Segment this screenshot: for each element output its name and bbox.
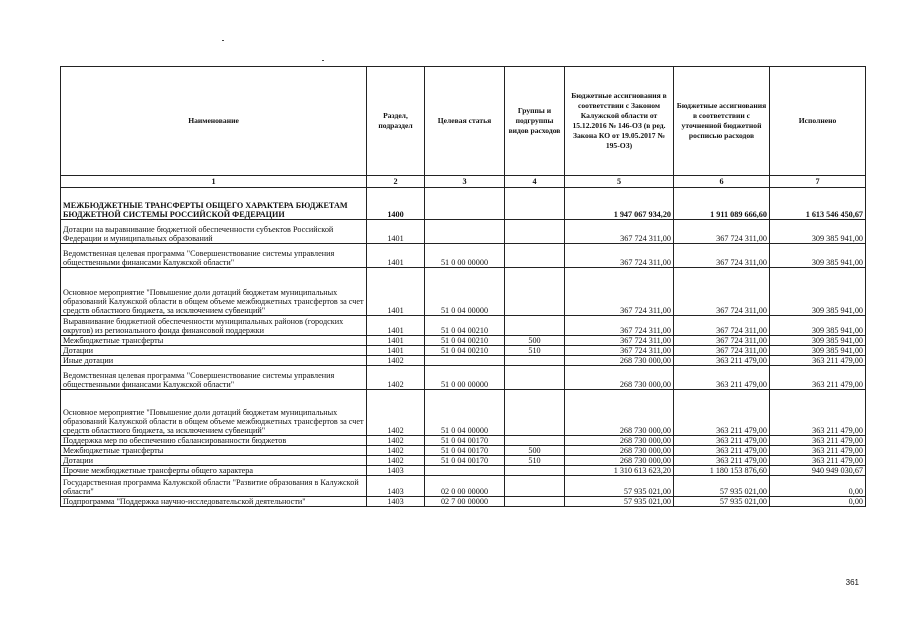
row-budget: 367 724 311,00 [565, 316, 674, 336]
header-expense-group: Группы и подгруппы видов расходов [505, 67, 565, 176]
row-target: 51 0 04 00210 [425, 346, 505, 356]
row-refined: 1 911 089 666,60 [674, 188, 770, 220]
row-group [505, 390, 565, 436]
row-section: 1402 [367, 436, 425, 446]
row-name: Дотации [61, 456, 367, 466]
table-row [61, 356, 866, 366]
column-number: 2 [367, 176, 425, 188]
row-refined: 363 211 479,00 [674, 356, 770, 366]
row-refined: 57 935 021,00 [674, 476, 770, 497]
row-target: 51 0 00 00000 [425, 244, 505, 268]
document-page [60, 66, 865, 507]
row-target [425, 466, 505, 476]
row-executed: 363 211 479,00 [770, 436, 866, 446]
row-executed: 363 211 479,00 [770, 446, 866, 456]
row-target: 51 0 04 00170 [425, 436, 505, 446]
column-number: 6 [674, 176, 770, 188]
row-executed: 309 385 941,00 [770, 316, 866, 336]
row-name: Межбюджетные трансферты [61, 446, 367, 456]
row-budget: 268 730 000,00 [565, 446, 674, 456]
row-target: 51 0 04 00000 [425, 268, 505, 316]
row-group [505, 466, 565, 476]
row-target [425, 356, 505, 366]
row-group: 510 [505, 346, 565, 356]
row-name: Основное мероприятие "Повышение доли дотаций бюджетам муниципальных образований Калужской области в общем объеме межбюджетных трансфертов за счет средств областного бюджета, за исключением субвенций" [61, 268, 367, 316]
row-section: 1401 [367, 220, 425, 244]
header-budget-law: Бюджетные ассигнования в соответствии с Законом Калужской области от 15.12.2016 № 146-ОЗ (в ред. Закона КО от 19.05.2017 № 195-ОЗ) [565, 67, 674, 176]
row-target: 51 0 04 00210 [425, 316, 505, 336]
row-group [505, 220, 565, 244]
row-name: Межбюджетные трансферты [61, 336, 367, 346]
row-section: 1401 [367, 316, 425, 336]
header-executed: Исполнено [770, 67, 866, 176]
row-target: 51 0 04 00170 [425, 446, 505, 456]
row-section: 1401 [367, 336, 425, 346]
column-number: 3 [425, 176, 505, 188]
row-target: 02 7 00 00000 [425, 497, 505, 507]
row-group [505, 188, 565, 220]
row-refined: 363 211 479,00 [674, 366, 770, 390]
table-row [61, 466, 866, 476]
row-section: 1401 [367, 244, 425, 268]
row-group [505, 497, 565, 507]
table-row [61, 476, 866, 497]
row-section: 1403 [367, 497, 425, 507]
row-target: 51 0 04 00000 [425, 390, 505, 436]
row-section: 1402 [367, 366, 425, 390]
row-name: Дотации на выравнивание бюджетной обеспеченности субъектов Российской Федерации и муниципальных образований [61, 220, 367, 244]
row-budget: 57 935 021,00 [565, 497, 674, 507]
header-budget-refined: Бюджетные ассигнования в соответствии с уточненной бюджетной росписью расходов [674, 67, 770, 176]
row-group: 510 [505, 456, 565, 466]
row-budget: 268 730 000,00 [565, 356, 674, 366]
row-budget: 1 947 067 934,20 [565, 188, 674, 220]
row-section: 1403 [367, 466, 425, 476]
row-refined: 363 211 479,00 [674, 436, 770, 446]
row-executed: 0,00 [770, 476, 866, 497]
row-executed: 363 211 479,00 [770, 456, 866, 466]
row-name: Государственная программа Калужской области "Развитие образования в Калужской области" [61, 476, 367, 497]
row-name: Ведомственная целевая программа "Совершенствование системы управления общественными финансами Калужской области" [61, 366, 367, 390]
row-refined: 1 180 153 876,60 [674, 466, 770, 476]
row-group [505, 436, 565, 446]
column-number: 5 [565, 176, 674, 188]
row-section: 1402 [367, 356, 425, 366]
row-name: Основное мероприятие "Повышение доли дотаций бюджетам муниципальных образований Калужской области в общем объеме межбюджетных трансфертов за счет средств областного бюджета, за исключением субвенций" [61, 390, 367, 436]
row-target [425, 220, 505, 244]
row-refined: 363 211 479,00 [674, 390, 770, 436]
row-name: Поддержка мер по обеспечению сбалансированности бюджетов [61, 436, 367, 446]
row-group: 500 [505, 336, 565, 346]
table-row [61, 446, 866, 456]
row-refined: 367 724 311,00 [674, 316, 770, 336]
row-executed: 309 385 941,00 [770, 336, 866, 346]
row-refined: 367 724 311,00 [674, 220, 770, 244]
row-name: Дотации [61, 346, 367, 356]
row-target: 51 0 04 00210 [425, 336, 505, 346]
row-budget: 367 724 311,00 [565, 268, 674, 316]
column-number: 4 [505, 176, 565, 188]
header-name: Наименование [61, 67, 367, 176]
table-row [61, 268, 866, 316]
table-row [61, 390, 866, 436]
row-name: Прочие межбюджетные трансферты общего характера [61, 466, 367, 476]
row-group [505, 268, 565, 316]
column-number: 7 [770, 176, 866, 188]
budget-table [60, 66, 866, 507]
header-section: Раздел, подраздел [367, 67, 425, 176]
table-row [61, 244, 866, 268]
row-budget: 268 730 000,00 [565, 456, 674, 466]
row-refined: 57 935 021,00 [674, 497, 770, 507]
row-name: Выравнивание бюджетной обеспеченности муниципальных районов (городских округов) из регионального фонда финансовой поддержки [61, 316, 367, 336]
row-budget: 367 724 311,00 [565, 220, 674, 244]
row-name: Подпрограмма "Поддержка научно-исследовательской деятельности" [61, 497, 367, 507]
row-name: Ведомственная целевая программа "Совершенствование системы управления общественными финансами Калужской области" [61, 244, 367, 268]
row-budget: 57 935 021,00 [565, 476, 674, 497]
row-section: 1402 [367, 446, 425, 456]
row-group [505, 316, 565, 336]
row-name: Иные дотации [61, 356, 367, 366]
row-executed: 940 949 030,67 [770, 466, 866, 476]
column-number-row [61, 176, 866, 188]
row-executed: 363 211 479,00 [770, 390, 866, 436]
row-budget: 268 730 000,00 [565, 436, 674, 446]
table-row [61, 346, 866, 356]
table-row [61, 188, 866, 220]
header-target-article: Целевая статья [425, 67, 505, 176]
table-row [61, 220, 866, 244]
column-number: 1 [61, 176, 367, 188]
row-budget: 367 724 311,00 [565, 244, 674, 268]
row-section: 1401 [367, 346, 425, 356]
row-section: 1401 [367, 268, 425, 316]
row-group [505, 366, 565, 390]
row-group [505, 476, 565, 497]
row-executed: 0,00 [770, 497, 866, 507]
row-name: МЕЖБЮДЖЕТНЫЕ ТРАНСФЕРТЫ ОБЩЕГО ХАРАКТЕРА БЮДЖЕТАМ БЮДЖЕТНОЙ СИСТЕМЫ РОССИЙСКОЙ ФЕДЕРАЦИИ [61, 188, 367, 220]
row-executed: 363 211 479,00 [770, 366, 866, 390]
row-refined: 367 724 311,00 [674, 268, 770, 316]
row-target: 51 0 00 00000 [425, 366, 505, 390]
row-budget: 268 730 000,00 [565, 390, 674, 436]
table-row [61, 456, 866, 466]
row-refined: 367 724 311,00 [674, 244, 770, 268]
row-budget: 367 724 311,00 [565, 336, 674, 346]
row-target [425, 188, 505, 220]
row-target: 02 0 00 00000 [425, 476, 505, 497]
table-row [61, 366, 866, 390]
row-budget: 268 730 000,00 [565, 366, 674, 390]
row-budget: 1 310 613 623,20 [565, 466, 674, 476]
row-group [505, 356, 565, 366]
row-group [505, 244, 565, 268]
row-executed: 363 211 479,00 [770, 356, 866, 366]
row-target: 51 0 04 00170 [425, 456, 505, 466]
scan-speck [322, 60, 324, 61]
table-row [61, 436, 866, 446]
table-row [61, 336, 866, 346]
row-group: 500 [505, 446, 565, 456]
row-executed: 1 613 546 450,67 [770, 188, 866, 220]
row-section: 1402 [367, 390, 425, 436]
table-row [61, 497, 866, 507]
row-executed: 309 385 941,00 [770, 346, 866, 356]
row-section: 1402 [367, 456, 425, 466]
row-executed: 309 385 941,00 [770, 220, 866, 244]
row-refined: 363 211 479,00 [674, 446, 770, 456]
row-refined: 367 724 311,00 [674, 346, 770, 356]
row-executed: 309 385 941,00 [770, 268, 866, 316]
header-row [61, 67, 866, 176]
table-row [61, 316, 866, 336]
row-refined: 363 211 479,00 [674, 456, 770, 466]
row-section: 1400 [367, 188, 425, 220]
page-number: 361 [845, 578, 859, 587]
scan-speck [222, 40, 224, 41]
row-executed: 309 385 941,00 [770, 244, 866, 268]
row-budget: 367 724 311,00 [565, 346, 674, 356]
row-section: 1403 [367, 476, 425, 497]
row-refined: 367 724 311,00 [674, 336, 770, 346]
